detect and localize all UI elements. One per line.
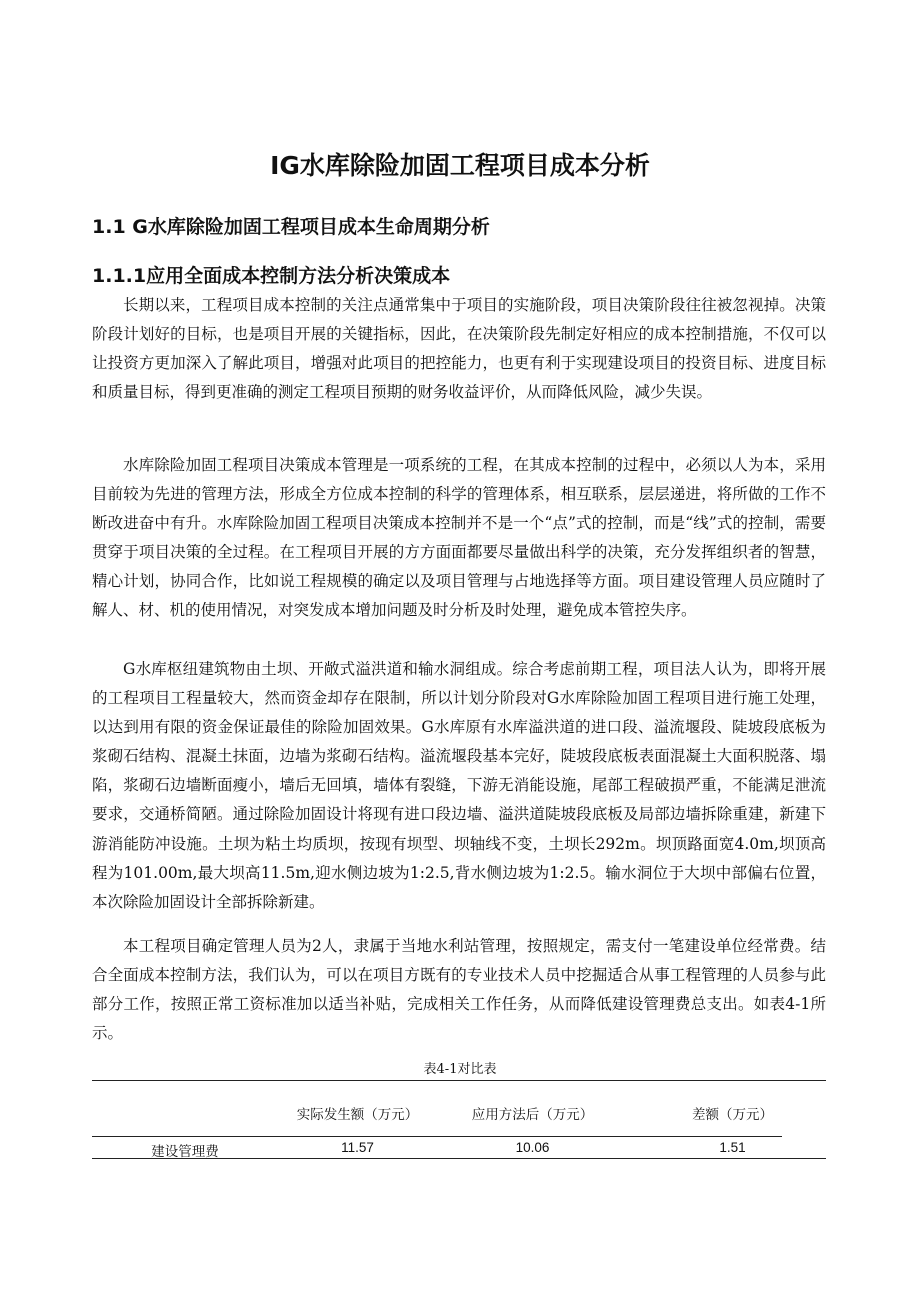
paragraph-3: G水库枢纽建筑物由土坝、开敞式溢洪道和输水洞组成。综合考虑前期工程，项目法人认为，即将开展的工程项目工程量较大，然而资金却存在限制，所以计划分阶段对G水库除险加固工程项目进行施工处理，以达到用有限的资金保证最佳的除险加固效果。G水库原有水库溢洪道的进口段、溢流堰段、陡坡段底板为浆砌石结构、混凝土抹面，边墙为浆砌石结构。溢流堰段基本完好，陡坡段底板表面混凝土大面积脱落、塌陷，浆砌石边墙断面瘦小，墙后无回填，墙体有裂缝，下游无消能设施，尾部工程破损严重，不能满足泄流要求，交通桥简陋。通过除险加固设计将现有进口段边墙、溢洪道陡坡段底板及局部边墙拆除重建，新建下游消能防冲设施。土坝为粘土均质坝，按现有坝型、坝轴线不变，土坝长292m。坝顶路面宽4.0m,坝顶高程为101.00m,最大坝高11.5m,迎水侧边坡为1:2.5,背水侧边坡为1:2.5。输水洞位于大坝中部偏右位置，本次除险加固设计全部拆除新建。 <box>92 660 826 911</box>
paragraph-1: 长期以来，工程项目成本控制的关注点通常集中于项目的实施阶段，项目决策阶段往往被忽视掉。决策阶段计划好的目标，也是项目开展的关键指标，因此，在决策阶段先制定好相应的成本控制措施，不仅可以让投资方更加深入了解此项目，增强对此项目的把控能力，也更有利于实现建设项目的投资目标、进度目标和质量目标，得到更准确的测定工程项目预期的财务收益评价，从而降低风险，减少失误。 <box>92 296 826 402</box>
row-actual: 11.57 <box>341 1140 374 1155</box>
row-label: 建设管理费 <box>151 1144 219 1160</box>
table-top-rule <box>92 1080 826 1081</box>
paragraph-4: 本工程项目确定管理人员为2人，隶属于当地水利站管理，按照规定，需支付一笔建设单位经常费。结合全面成本控制方法，我们认为，可以在项目方既有的专业技术人员中挖掘适合从事工程管理的人员参与此部分工作，按照正常工资标准加以适当补贴，完成相关工作任务，从而降低建设管理费总支出。如表4-1所示。 <box>92 937 826 1043</box>
table-header-after: 应用方法后（万元） <box>471 1107 594 1123</box>
table-header-actual: 实际发生额（万元） <box>296 1107 419 1123</box>
subsection-heading: 1.1.1应用全面成本控制方法分析决策成本 <box>92 265 451 287</box>
row-difference: 1.51 <box>719 1140 746 1155</box>
paragraph-2: 水库除险加固工程项目决策成本管理是一项系统的工程，在其成本控制的过程中，必须以人为本，采用目前较为先进的管理方法，形成全方位成本控制的科学的管理体系，相互联系，层层递进，将所做的工作不断改进奋中有升。水库除险加固工程项目决策成本控制并不是一个“点”式的控制，而是“线”式的控制，需要贯穿于项目决策的全过程。在工程项目开展的方方面面都要尽量做出科学的决策，充分发挥组织者的智慧，精心计划，协同合作，比如说工程规模的确定以及项目管理与占地选择等方面。项目建设管理人员应随时了解人、材、机的使用情况，对突发成本增加问题及时分析及时处理，避免成本管控失序。 <box>92 456 826 620</box>
table-caption: 表4-1对比表 <box>423 1062 497 1077</box>
document-title: IG水库除险加固工程项目成本分析 <box>270 151 650 180</box>
table-header-rule <box>92 1136 782 1137</box>
section-heading: 1.1 G水库除险加固工程项目成本生命周期分析 <box>92 216 490 238</box>
table-bottom-rule <box>92 1158 826 1159</box>
table-header-difference: 差额（万元） <box>692 1107 773 1123</box>
row-after: 10.06 <box>515 1140 550 1155</box>
